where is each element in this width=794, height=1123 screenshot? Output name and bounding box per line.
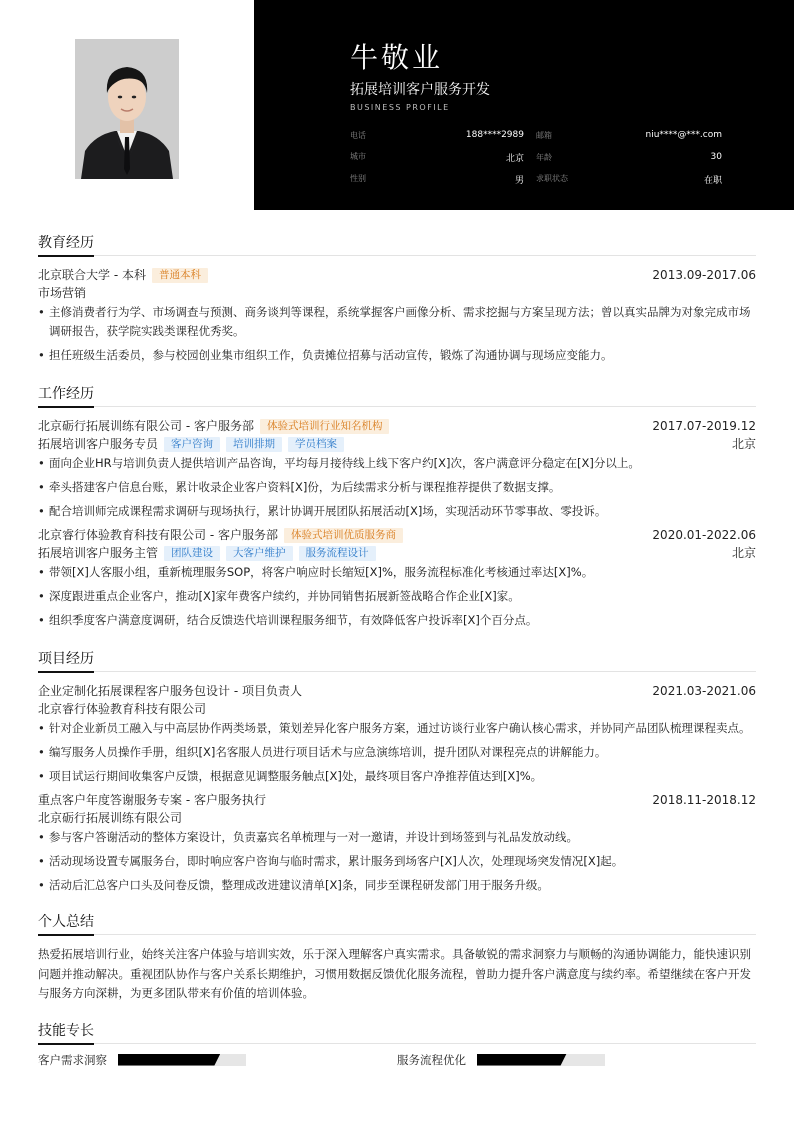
skills-section bbox=[38, 1020, 756, 1068]
info-label: 电话 bbox=[350, 130, 366, 140]
section-heading bbox=[38, 648, 756, 672]
skill-name: 客户需求洞察 bbox=[38, 1052, 107, 1067]
profile-photo bbox=[75, 39, 179, 179]
info-gender bbox=[350, 173, 536, 186]
section-heading bbox=[38, 232, 756, 256]
work-city: 北京 bbox=[731, 546, 756, 560]
list-item: • 带领[X]人客服小组，重新梳理服务SOP，将客户响应时长缩短[X]%，服务流程标准化考核通过率达[X]%。 bbox=[38, 563, 756, 582]
list-item: • 担任班级生活委员，参与校园创业集市组织工作，负责摊位招募与活动宣传，锻炼了沟通协调与现场应变能力。 bbox=[38, 346, 756, 365]
work-section bbox=[38, 383, 756, 630]
skill-tag: 大客户维护 bbox=[226, 546, 293, 561]
work-city: 北京 bbox=[731, 437, 756, 451]
skill-name: 服务流程优化 bbox=[397, 1052, 466, 1067]
person-portrait-image bbox=[75, 39, 179, 179]
work-date: 2017.07-2019.12 bbox=[652, 419, 756, 433]
section-heading bbox=[38, 383, 756, 407]
project-org: 北京砺行拓展训练有限公司 bbox=[38, 811, 183, 825]
skill-item bbox=[397, 1052, 756, 1068]
work-item bbox=[38, 417, 756, 521]
skill-tag: 服务流程设计 bbox=[299, 546, 376, 561]
list-item: • 活动后汇总客户口头及问卷反馈，整理成改进建议清单[X]条，同步至课程研发部门用于服务升级。 bbox=[38, 876, 756, 895]
list-item: • 参与客户答谢活动的整体方案设计，负责嘉宾名单梳理与一对一邀请，并设计到场签到与礼品发放动线。 bbox=[38, 828, 756, 847]
skill-level-fill bbox=[477, 1054, 567, 1066]
skill-level-bar bbox=[477, 1054, 605, 1066]
info-value: 30 bbox=[710, 151, 722, 162]
skill-tag: 学员档案 bbox=[288, 437, 344, 452]
list-item: • 项目试运行期间收集客户反馈，根据意见调整服务触点[X]处，最终项目客户净推荐值达到[X]%。 bbox=[38, 767, 756, 786]
project-item bbox=[38, 791, 756, 895]
skill-item bbox=[38, 1052, 397, 1068]
company-row bbox=[38, 417, 756, 435]
summary-text: 热爱拓展培训行业，始终关注客户体验与培训实效，乐于深入理解客户真实需求。具备敏锐的需求洞察力与顺畅的沟通协调能力，能快速识别问题并推动解决。重视团队协作与客户关系长期维护，习惯用数据反馈优化服务流程，曾助力提升客户满意度与续约率。希望继续在客户开发与服务方向深耕，为更多团队带来有价值的培训体验。 bbox=[38, 947, 751, 1000]
school-tag: 普通本科 bbox=[152, 268, 208, 283]
education-date: 2013.09-2017.06 bbox=[652, 268, 756, 282]
project-bullets bbox=[38, 828, 756, 895]
skill-tag: 客户咨询 bbox=[164, 437, 220, 452]
info-row bbox=[350, 146, 722, 168]
info-city bbox=[350, 151, 536, 164]
role: 拓展培训客户服务专员 bbox=[38, 437, 159, 451]
info-value: niu****@***.com bbox=[645, 129, 722, 140]
project-org: 北京睿行体验教育科技有限公司 bbox=[38, 702, 207, 716]
work-bullets bbox=[38, 454, 756, 521]
work-date: 2020.01-2022.06 bbox=[652, 528, 756, 542]
info-row bbox=[350, 124, 722, 146]
company-name: 北京砺行拓展训练有限公司 - 客户服务部 bbox=[38, 419, 254, 433]
skill-level-bar bbox=[118, 1054, 246, 1066]
project-heading: 项目经历 bbox=[38, 648, 94, 673]
company-row bbox=[38, 526, 756, 544]
list-item: • 编写服务人员操作手册，组织[X]名客服人员进行项目话术与应急演练培训，提升团队对课程亮点的讲解能力。 bbox=[38, 743, 756, 762]
role-row bbox=[38, 544, 756, 562]
list-item: • 配合培训师完成课程需求调研与现场执行，累计协调开展团队拓展活动[X]场，实现活动环节零事故、零投诉。 bbox=[38, 502, 756, 521]
project-item bbox=[38, 682, 756, 786]
info-label: 邮箱 bbox=[536, 130, 552, 140]
skill-tag: 团队建设 bbox=[164, 546, 220, 561]
section-heading bbox=[38, 1020, 756, 1044]
info-label: 城市 bbox=[350, 151, 366, 161]
info-value: 188****2989 bbox=[465, 129, 524, 140]
profile-subtitle: BUSINESS PROFILE bbox=[350, 103, 450, 112]
list-item: • 活动现场设置专属服务台，即时响应客户咨询与临时需求，累计服务到场客户[X]人次，处理现场突发情况[X]起。 bbox=[38, 852, 756, 871]
info-value: 在职 bbox=[703, 175, 722, 186]
project-row bbox=[38, 791, 756, 809]
role-row bbox=[38, 435, 756, 453]
project-date: 2021.03-2021.06 bbox=[652, 684, 756, 698]
info-label: 性别 bbox=[350, 173, 366, 183]
resume-body bbox=[38, 232, 756, 1068]
project-name: 重点客户年度答谢服务专案 - 客户服务执行 bbox=[38, 793, 266, 807]
skills-list bbox=[38, 1052, 756, 1068]
skill-level-fill bbox=[118, 1054, 220, 1066]
candidate-name: 牛敬业 bbox=[350, 41, 444, 74]
work-heading: 工作经历 bbox=[38, 383, 94, 408]
project-org-row bbox=[38, 809, 756, 827]
project-date: 2018.11-2018.12 bbox=[652, 793, 756, 807]
list-item: • 深度跟进重点企业客户，推动[X]家年费客户续约，并协同销售拓展新签战略合作企业[X]家。 bbox=[38, 587, 756, 606]
info-value: 北京 bbox=[505, 153, 524, 164]
list-item: • 组织季度客户满意度调研，结合反馈迭代培训课程服务细节，有效降低客户投诉率[X]个百分点。 bbox=[38, 611, 756, 630]
info-phone bbox=[350, 130, 536, 141]
work-item bbox=[38, 526, 756, 630]
profile-panel bbox=[254, 0, 794, 210]
job-title: 拓展培训客户服务开发 bbox=[350, 82, 490, 98]
skills-heading: 技能专长 bbox=[38, 1020, 94, 1045]
company-tag: 体验式培训行业知名机构 bbox=[260, 419, 390, 434]
info-value: 男 bbox=[514, 175, 524, 186]
work-bullets bbox=[38, 563, 756, 630]
project-bullets bbox=[38, 719, 756, 786]
info-label: 求职状态 bbox=[536, 173, 568, 183]
summary-section bbox=[38, 911, 756, 1004]
list-item: • 牵头搭建客户信息台账，累计收录企业客户资料[X]份，为后续需求分析与课程推荐提供了数据支撑。 bbox=[38, 478, 756, 497]
education-row bbox=[38, 266, 756, 284]
info-row bbox=[350, 168, 722, 190]
list-item: • 面向企业HR与培训负责人提供培训产品咨询，平均每月接待线上线下客户约[X]次，客户满意评分稳定在[X]分以上。 bbox=[38, 454, 756, 473]
resume-header bbox=[0, 0, 794, 210]
skill-tag: 培训排期 bbox=[226, 437, 282, 452]
education-bullets bbox=[38, 303, 756, 365]
summary-heading: 个人总结 bbox=[38, 911, 94, 936]
project-name: 企业定制化拓展课程客户服务包设计 - 项目负责人 bbox=[38, 684, 302, 698]
list-item: • 针对企业新员工融入与中高层协作两类场景，策划差异化客户服务方案，通过访谈行业客户确认核心需求，并协同产品团队梳理课程卖点。 bbox=[38, 719, 756, 738]
role: 拓展培训客户服务主管 bbox=[38, 546, 159, 560]
list-item: • 主修消费者行为学、市场调查与预测、商务谈判等课程，系统掌握客户画像分析、需求挖掘与方案呈现方法；曾以真实品牌为对象完成市场调研报告，获学院实践类课程优秀奖。 bbox=[38, 303, 756, 341]
company-tag: 体验式培训优质服务商 bbox=[284, 528, 403, 543]
info-email bbox=[536, 130, 722, 141]
contact-info-grid bbox=[350, 124, 722, 190]
project-row bbox=[38, 682, 756, 700]
project-org-row bbox=[38, 700, 756, 718]
info-label: 年龄 bbox=[536, 152, 552, 162]
section-heading bbox=[38, 911, 756, 935]
info-job-status bbox=[536, 173, 722, 186]
project-section bbox=[38, 648, 756, 895]
company-name: 北京睿行体验教育科技有限公司 - 客户服务部 bbox=[38, 528, 278, 542]
major-row bbox=[38, 284, 756, 302]
info-age bbox=[536, 152, 722, 163]
education-section bbox=[38, 232, 756, 365]
school-name: 北京联合大学 - 本科 bbox=[38, 268, 146, 282]
major: 市场营销 bbox=[38, 286, 87, 300]
education-heading: 教育经历 bbox=[38, 232, 94, 257]
